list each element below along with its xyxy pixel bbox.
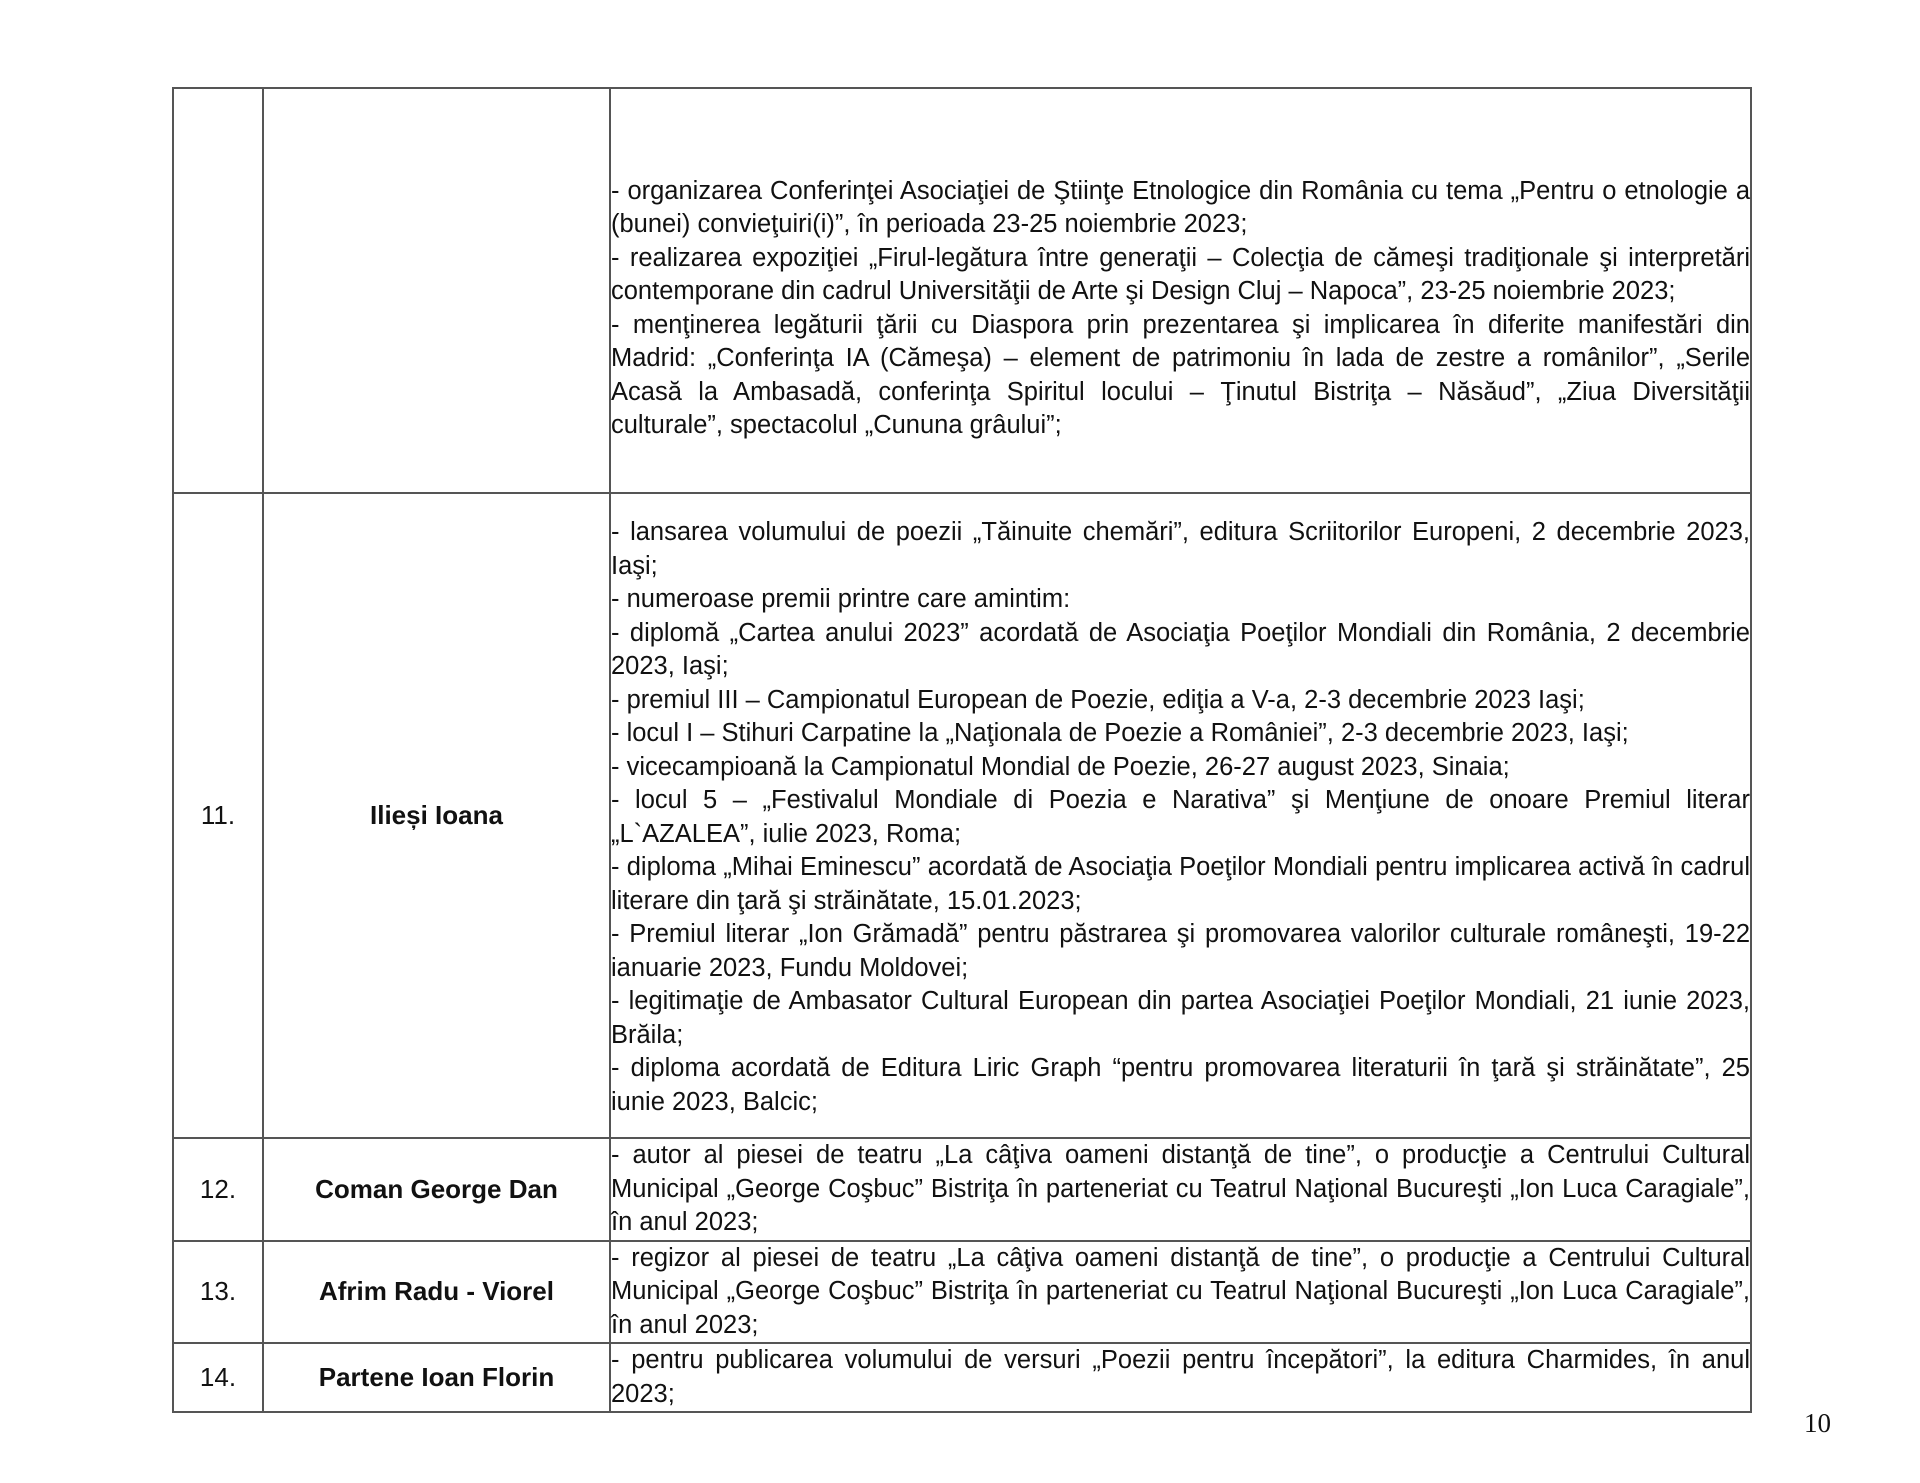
achievements-cell bbox=[610, 1138, 1751, 1241]
person-name: Afrim Radu - Viorel bbox=[263, 1241, 610, 1344]
achievement-item: - diplomă „Cartea anului 2023” acordată de Asociaţia Poeţilor Mondiali din România, 2 decembrie 2023, Iaşi; bbox=[611, 618, 1750, 680]
achievement-item: - diploma acordată de Editura Liric Graph “pentru promovarea literaturii în ţară şi străinătate”, 25 iunie 2023, Balcic; bbox=[611, 1054, 1750, 1116]
achievement-item: - menţinerea legăturii ţării cu Diaspora prin prezentarea şi implicarea în diferite manifestări din Madrid: „Conferinţa IA (Cămeşa) – element de patrimoniu în lada de zestre a românilor”, „Serile Acasă la Ambasadă, conferinţa Spiritul locului – Ţinutul Bistriţa – Năsăud”, „Ziua Diversităţii culturale”, spectacolul „Cununa grâului”; bbox=[611, 310, 1750, 439]
achievement-item: - premiul III – Campionatul European de Poezie, ediţia a V-a, 2-3 decembrie 2023 Iaşi; bbox=[611, 685, 1585, 714]
achievement-item: - organizarea Conferinţei Asociaţiei de Ştiinţe Etnologice din România cu tema „Pentru o etnologie a (bunei) convieţuiri(i)”, în perioada 23-25 noiembrie 2023; bbox=[611, 176, 1750, 238]
table-row bbox=[173, 1138, 1751, 1241]
table-row bbox=[173, 1343, 1751, 1412]
row-number: 13. bbox=[173, 1241, 263, 1344]
person-name: Ilieși Ioana bbox=[263, 493, 610, 1138]
achievements-cell bbox=[610, 88, 1751, 493]
achievement-item: - vicecampioană la Campionatul Mondial de Poezie, 26-27 august 2023, Sinaia; bbox=[611, 752, 1510, 781]
achievements-cell bbox=[610, 493, 1751, 1138]
person-name: Partene Ioan Florin bbox=[263, 1343, 610, 1412]
page-number: 10 bbox=[1804, 1408, 1831, 1438]
table-row bbox=[173, 1241, 1751, 1344]
row-number: 12. bbox=[173, 1138, 263, 1241]
achievement-item: - Premiul literar „Ion Grămadă” pentru păstrarea şi promovarea valorilor culturale româneşti, 19-22 ianuarie 2023, Fundu Moldovei; bbox=[611, 920, 1750, 982]
achievements-cell bbox=[610, 1343, 1751, 1412]
row-number: 14. bbox=[173, 1343, 263, 1412]
awards-table bbox=[172, 87, 1752, 1413]
person-name: Coman George Dan bbox=[263, 1138, 610, 1241]
achievements-cell bbox=[610, 1241, 1751, 1344]
achievement-item: - pentru publicarea volumului de versuri „Poezii pentru începători”, la editura Charmides, în anul 2023; bbox=[611, 1346, 1750, 1408]
achievement-item: - lansarea volumului de poezii „Tăinuite chemări”, editura Scriitorilor Europeni, 2 decembrie 2023, Iaşi; bbox=[611, 518, 1750, 580]
achievement-item: - realizarea expoziţiei „Firul-legătura între generaţii – Colecţia de cămeşi tradiţionale şi interpretări contemporane din cadrul Universităţii de Arte şi Design Cluj – Napoca”, 23-25 noiembrie 2023; bbox=[611, 243, 1750, 305]
row-number bbox=[173, 88, 263, 493]
person-name bbox=[263, 88, 610, 493]
achievement-item: - autor al piesei de teatru „La câţiva oameni distanţă de tine”, o producţie a Centrului Cultural Municipal „George Coşbuc” Bistriţa în parteneriat cu Teatrul Naţional Bucureşti „Ion Luca Caragiale”, în anul 2023; bbox=[611, 1141, 1750, 1236]
achievement-item: - numeroase premii printre care amintim: bbox=[611, 585, 1071, 613]
achievement-item: - locul I – Stihuri Carpatine la „Naţionala de Poezie a României”, 2-3 decembrie 2023, Iaşi; bbox=[611, 719, 1629, 747]
table-row bbox=[173, 493, 1751, 1138]
achievement-item: - regizor al piesei de teatru „La câţiva oameni distanţă de tine”, o producţie a Centrului Cultural Municipal „George Coşbuc” Bistriţa în parteneriat cu Teatrul Naţional Bucureşti „Ion Luca Caragiale”, în anul 2023; bbox=[611, 1243, 1750, 1339]
achievement-item: - locul 5 – „Festivalul Mondiale di Poezia e Narativa” şi Menţiune de onoare Premiul literar „L`AZALEA”, iulie 2023, Roma; bbox=[611, 786, 1750, 848]
achievement-item: - diploma „Mihai Eminescu” acordată de Asociaţia Poeţilor Mondiali pentru implicarea activă în cadrul literare din ţară şi străinătate, 15.01.2023; bbox=[611, 853, 1750, 915]
achievement-item: - legitimaţie de Ambasator Cultural European din partea Asociaţiei Poeţilor Mondiali, 21 iunie 2023, Brăila; bbox=[611, 987, 1750, 1049]
table-row bbox=[173, 88, 1751, 493]
row-number: 11. bbox=[173, 493, 263, 1138]
